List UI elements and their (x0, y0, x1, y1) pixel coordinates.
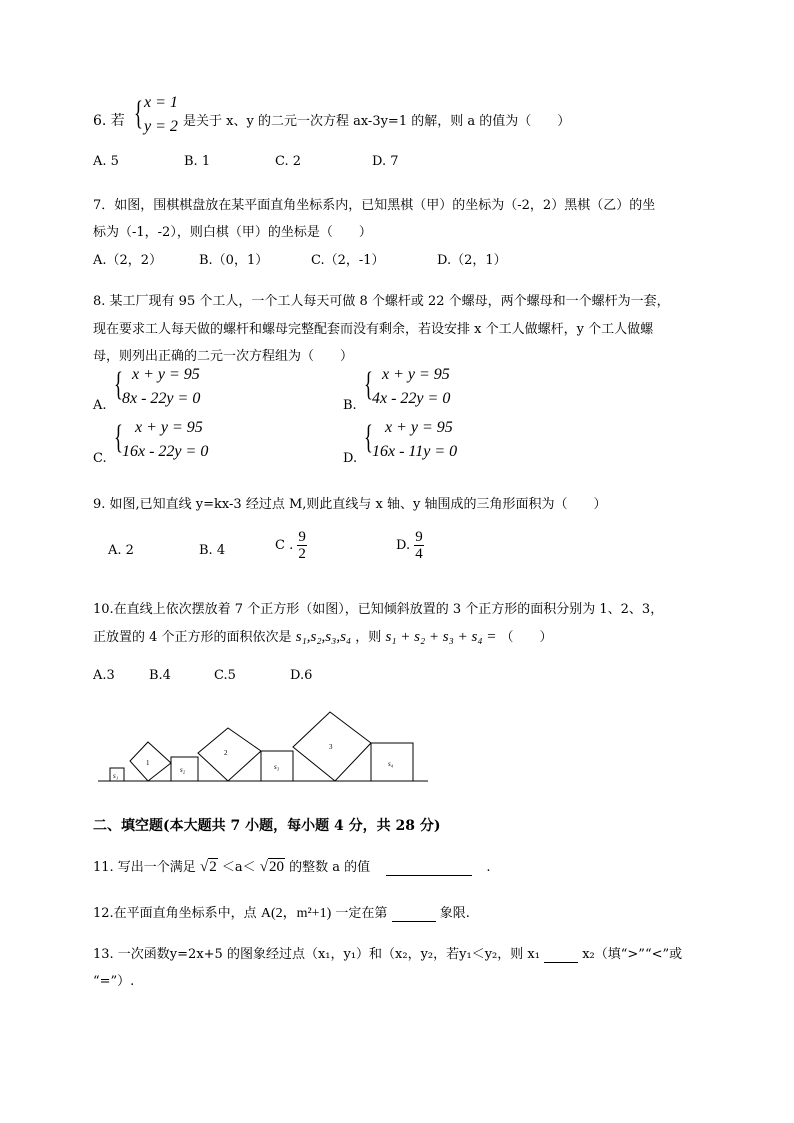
tilted-square-1 (130, 742, 171, 781)
q11-text-b: ＜a＜ (221, 860, 256, 875)
q8-option-d-brace: { (364, 419, 373, 456)
q13-text-b: x₂（填“>”“<”或 (582, 947, 683, 962)
q12-point: A(2，m²+1) (260, 906, 332, 921)
q8-option-c-label[interactable]: C. (93, 451, 107, 466)
q6-option-d[interactable]: D. 7 (372, 154, 399, 169)
q8-option-c-row1: x + y = 95 (135, 419, 203, 436)
q12-text-b: 一定在第 (335, 906, 388, 921)
q9-text: 9. 如图,已知直线 y=kx-3 经过点 M,则此直线与 x 轴、y 轴围成的三角形面积为（ ） (93, 497, 607, 512)
q8-option-d-row1: x + y = 95 (385, 419, 453, 436)
q9-option-d-numerator: 9 (415, 529, 423, 545)
q7-option-d[interactable]: D.（2，1） (437, 253, 507, 268)
q8-option-b-brace: { (364, 366, 373, 403)
q8-option-d-row2: 16x - 11y = 0 (372, 443, 458, 460)
q8-line2: 现在要求工人每天做的螺杆和螺母完整配套而没有剩余，若设安排 x 个工人做螺杆，y 个工人做螺 (93, 322, 654, 337)
q7-option-b[interactable]: B.（0，1） (199, 253, 269, 268)
q10-line2-text-b: ，则 (355, 630, 382, 645)
label-s3: s₃ (274, 763, 280, 771)
q9-option-c[interactable] (275, 529, 307, 562)
q7-line1: 7．如图，围棋棋盘放在某平面直角坐标系内，已知黑棋（甲）的坐标为（-2，2）黑棋（乙）的坐 (93, 198, 656, 213)
q8-option-c-brace: { (114, 419, 123, 456)
q12 (93, 902, 470, 922)
q11-text-a: 11. 写出一个满足 (93, 860, 196, 875)
q9-option-b[interactable]: B. 4 (199, 543, 226, 558)
q6-option-a[interactable]: A. 5 (93, 154, 119, 169)
q12-text-c: 象限. (439, 906, 470, 921)
q7-option-c[interactable]: C.（2，-1） (311, 253, 385, 268)
q12-answer-blank[interactable] (392, 906, 436, 922)
q8-option-b-label[interactable]: B. (343, 398, 357, 413)
label-2: 2 (224, 749, 228, 757)
q9-option-c-fraction (297, 529, 307, 562)
q10-line2-text-a: 正放置的 4 个正方形的面积依次是 (93, 630, 292, 645)
q6-number: 6. 若 (93, 113, 125, 129)
q11-sqrt20-radicand: 20 (268, 859, 284, 875)
label-s2: s₂ (180, 766, 186, 774)
q11-sqrt2-radicand: 2 (209, 859, 217, 875)
q9-option-a[interactable]: A. 2 (108, 543, 134, 558)
q7-option-a[interactable]: A.（2，2） (93, 253, 163, 268)
q8-line1: 8. 某工厂现有 95 个工人，一个工人每天可做 8 个螺杆或 22 个螺母，两个螺母和一个螺杆为一套， (93, 294, 670, 309)
q13-line2: “=”）. (93, 974, 135, 989)
q10-option-b[interactable]: B.4 (149, 668, 171, 683)
q6-text: 是关于 x、y 的二元一次方程 ax-3y=1 的解，则 a 的值为（ ） (183, 114, 571, 129)
q13-line1 (93, 943, 682, 963)
q10-line2 (93, 626, 553, 646)
q10-line2-expression: s₁ + s₂ + s₃ + s₄ = (385, 629, 497, 645)
q10-option-c[interactable]: C.5 (214, 668, 236, 683)
q8-option-a-brace: { (114, 366, 123, 403)
q6-system-row2: y = 2 (144, 118, 178, 135)
q12-text-a: 12.在平面直角坐标系中，点 (93, 906, 257, 921)
q10-option-d[interactable]: D.6 (290, 668, 313, 683)
q9-option-d-denominator: 4 (415, 546, 423, 562)
label-1: 1 (146, 759, 150, 767)
q6-brace: { (134, 95, 143, 132)
q9-option-d-label: D. (396, 538, 411, 553)
q6-option-c[interactable]: C. 2 (275, 154, 302, 169)
q8-option-a-row1: x + y = 95 (132, 366, 200, 383)
q10-squares-figure (95, 705, 435, 785)
q9-option-c-label: C . (275, 538, 294, 553)
q11-text-c: 的整数 a 的值 (289, 860, 371, 875)
q9-option-c-denominator: 2 (298, 546, 306, 562)
q7-line2: 标为（-1，-2），则白棋（甲）的坐标是（ ） (93, 225, 372, 240)
q11-sqrt2: √2 (199, 859, 217, 875)
tilted-square-2 (198, 728, 261, 781)
q8-line3: 母，则列出正确的二元一次方程组为（ ） (93, 349, 354, 364)
q11-sqrt20: √20 (259, 859, 284, 875)
q10-line1: 10.在直线上依次摆放着 7 个正方形（如图），已知倾斜放置的 3 个正方形的面积分别为 1、2、3， (93, 602, 664, 617)
q8-option-a-row2: 8x - 22y = 0 (122, 390, 201, 407)
q8-option-b-row1: x + y = 95 (382, 366, 450, 383)
q8-option-c-row2: 16x - 22y = 0 (122, 443, 209, 460)
section2-heading: 二、填空题(本大题共 7 小题，每小题 4 分，共 28 分) (93, 818, 441, 834)
q9-option-d[interactable] (396, 529, 424, 562)
q11-answer-blank[interactable] (386, 860, 472, 876)
q8-option-b-row2: 4x - 22y = 0 (372, 390, 451, 407)
q9-option-d-fraction (414, 529, 424, 562)
q9-option-c-numerator: 9 (298, 529, 306, 545)
q8-option-a-label[interactable]: A. (93, 398, 107, 413)
label-s1: s₁ (113, 772, 119, 780)
q11-text-d: . (486, 860, 491, 875)
q6-option-b[interactable]: B. 1 (184, 154, 211, 169)
q13-answer-blank[interactable] (544, 947, 578, 963)
label-s4: s₄ (388, 760, 394, 768)
q10-option-a[interactable]: A.3 (93, 668, 115, 683)
q11 (93, 856, 491, 876)
label-3: 3 (329, 743, 333, 751)
q6-system-row1: x = 1 (144, 94, 178, 111)
q10-line2-text-c: （ ） (500, 630, 553, 645)
q10-line2-vars: s₁,s₂,s₃,s₄ (295, 629, 352, 645)
q13-text-a: 13. 一次函数y=2x+5 的图象经过点（x₁，y₁）和（x₂，y₂，若y₁＜y₂，则 x₁ (93, 947, 540, 962)
q8-option-d-label[interactable]: D. (343, 451, 358, 466)
